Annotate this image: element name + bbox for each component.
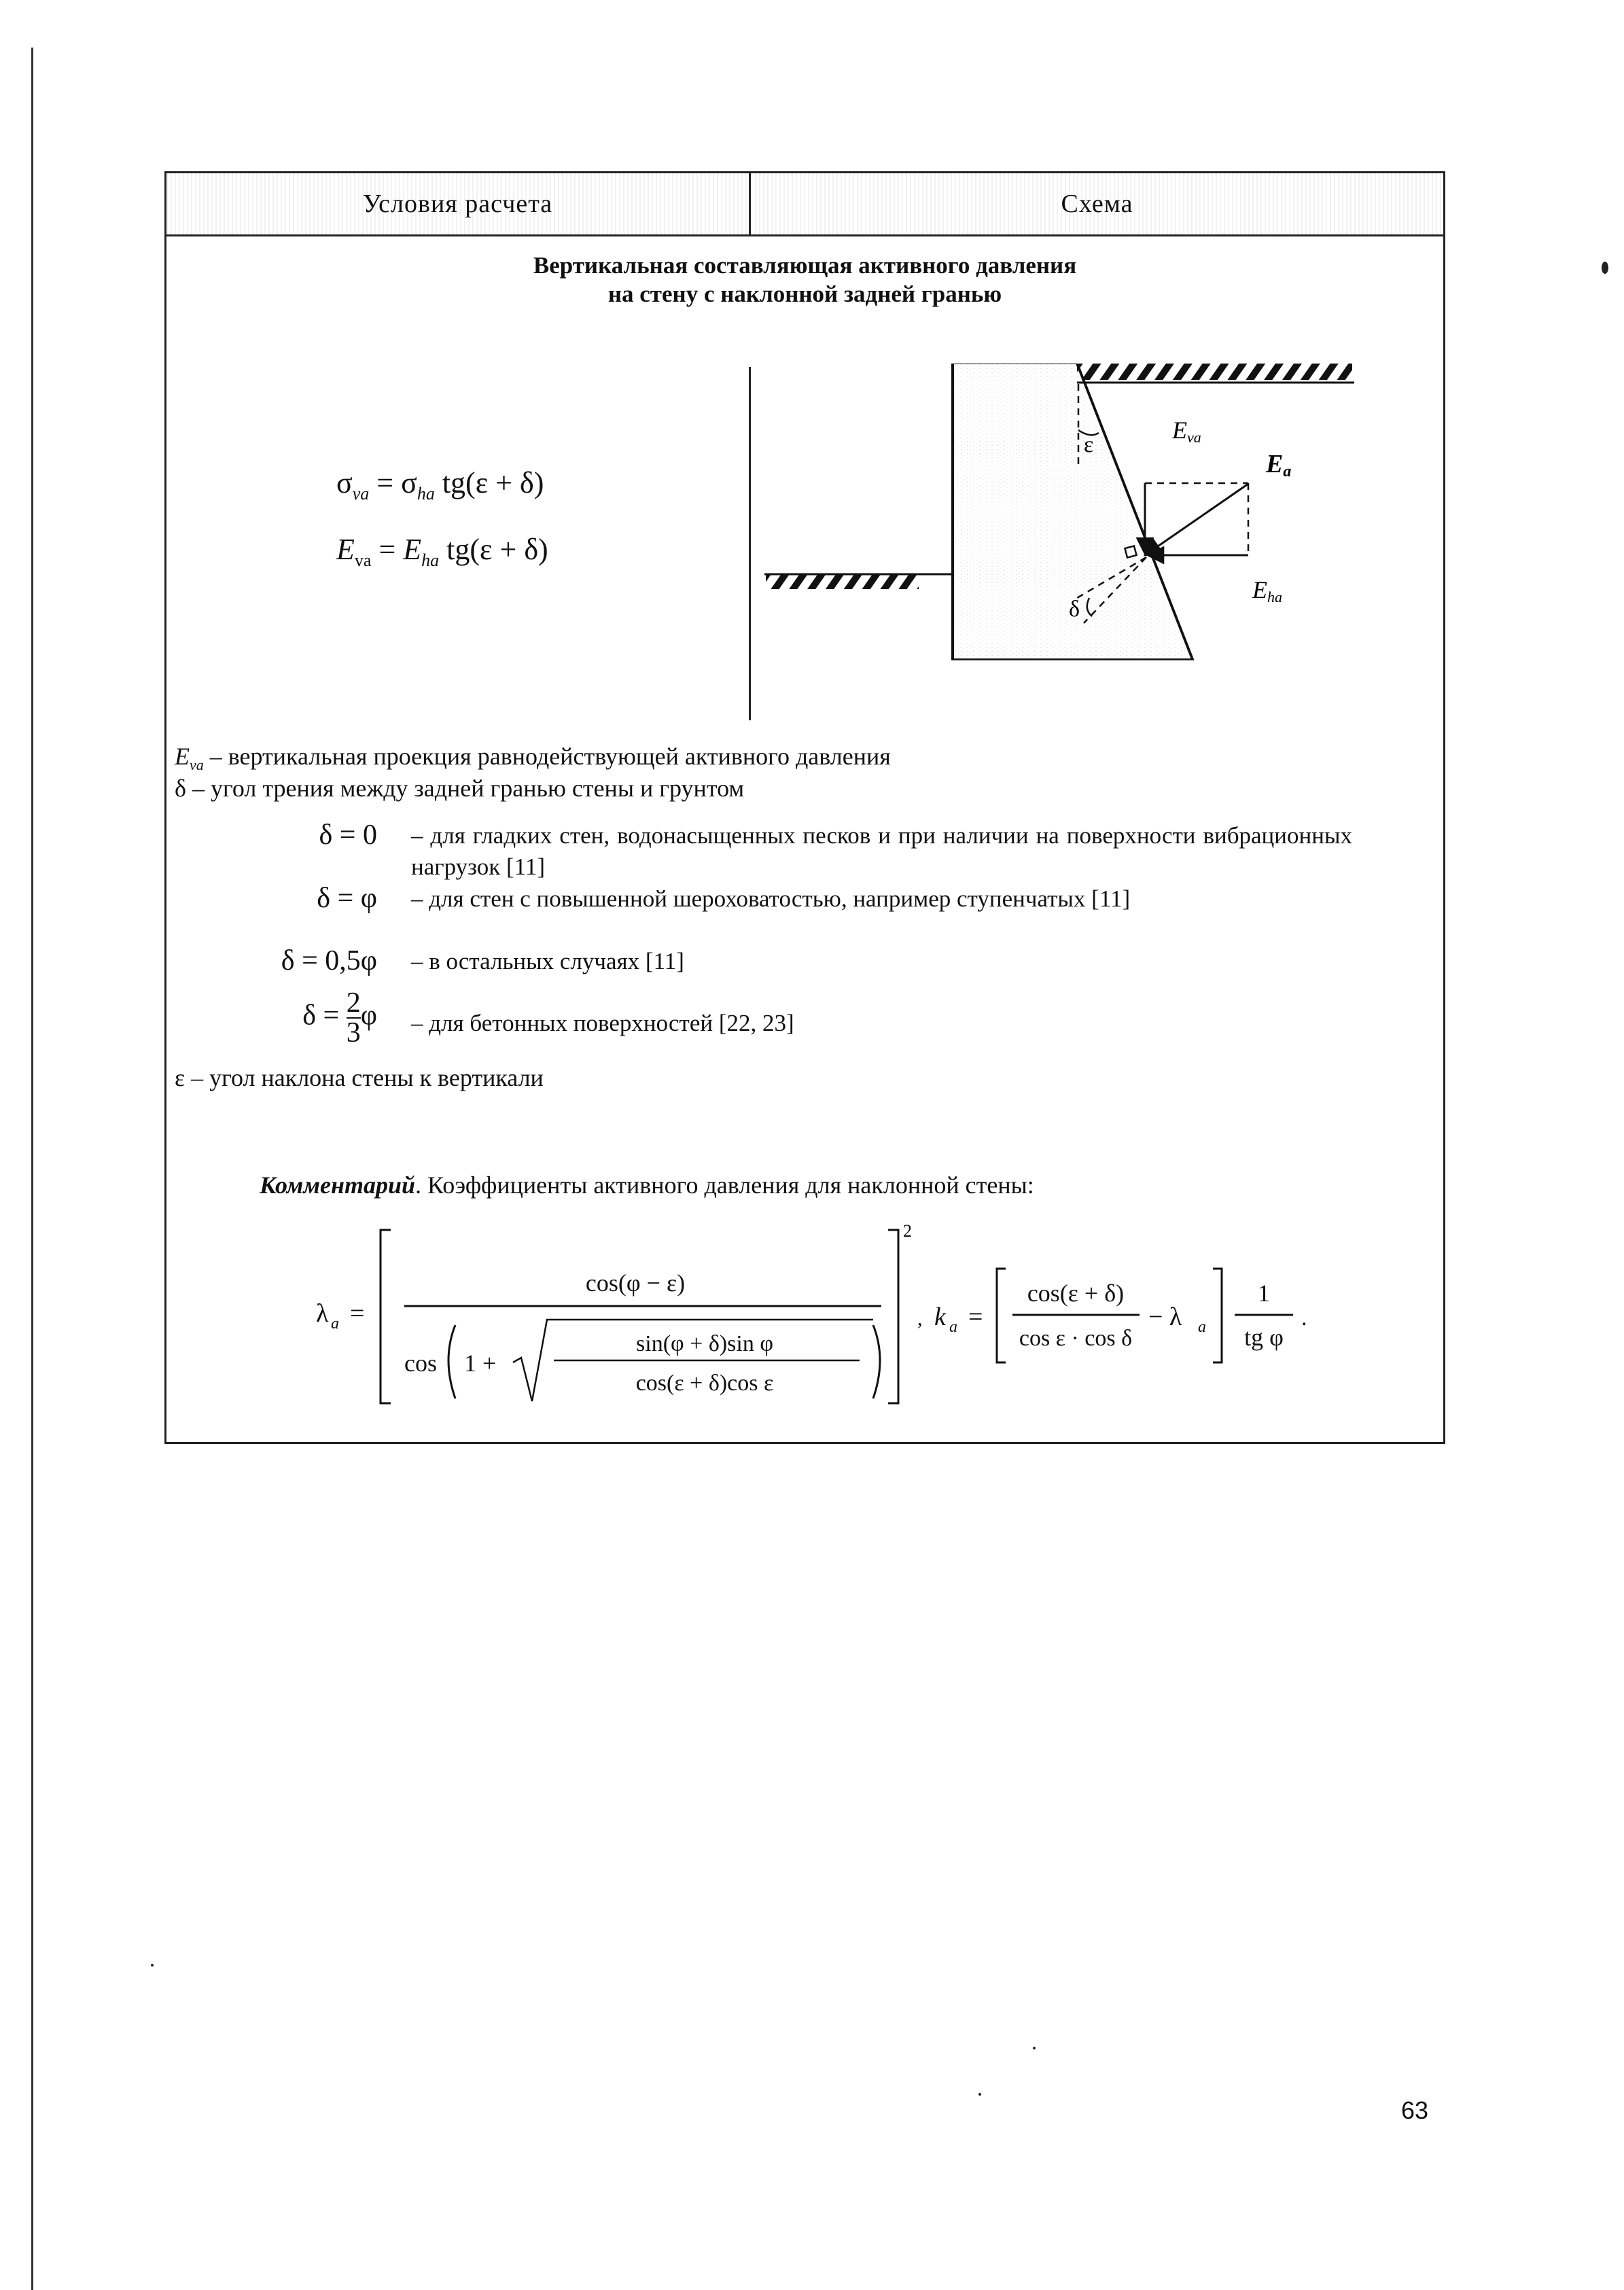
case1-lhs: δ = 0 — [319, 820, 377, 851]
label-epsilon: ε — [1084, 432, 1094, 457]
lambda-den-cos: cos — [404, 1350, 437, 1377]
lambda-left-paren — [448, 1325, 455, 1398]
k-tail-numerator: 1 — [1258, 1280, 1270, 1307]
lambda-symbol: λ — [316, 1299, 329, 1328]
k-frac-denominator: cos ε · cos δ — [1019, 1326, 1133, 1351]
case4-fraction — [347, 989, 361, 1047]
delta-definition: δ – угол трения между задней гранью стены и грунтом — [175, 775, 745, 802]
k-period: . — [1301, 1305, 1307, 1331]
section-title-line1: Вертикальная составляющая активного давления — [533, 252, 1077, 279]
sigma-eq: = — [376, 466, 394, 499]
scan-speck — [1602, 262, 1608, 274]
sigma-lhs-sub: va — [352, 483, 370, 504]
lambda-formula — [302, 1216, 941, 1413]
k-symbol: k — [934, 1303, 946, 1331]
case1-rhs: – для гладких стен, водонасыщенных песков и при наличии на поверхности вибрационных нагрузок [11] — [411, 822, 1352, 880]
Eva-sub: va — [190, 756, 204, 774]
force-lhs: E — [336, 533, 355, 566]
lambda-inner-denominator: cos(ε + δ)cos ε — [635, 1371, 774, 1396]
sigma-lhs: σ — [336, 466, 353, 499]
sigma-tail: tg(ε + δ) — [442, 466, 544, 499]
svg-text:=: = — [350, 1299, 365, 1328]
header-scheme: Схема — [751, 173, 1443, 234]
force-eq: = — [378, 533, 396, 566]
force-tail: tg(ε + δ) — [446, 533, 548, 566]
comment-label: Комментарий — [260, 1172, 416, 1199]
case4-lhs — [268, 989, 377, 1047]
force-lhs-sub: va — [354, 550, 372, 570]
lambda-left-bracket — [381, 1230, 391, 1403]
k-formula — [921, 1261, 1396, 1383]
lambda-comma: , — [917, 1307, 923, 1330]
sigma-rhs-sub: ha — [417, 483, 435, 504]
column-divider — [749, 367, 751, 720]
force-rhs-sub: ha — [421, 550, 440, 570]
epsilon-definition: ε – угол наклона стены к вертикали — [175, 1064, 544, 1091]
sigma-rhs: σ — [401, 466, 417, 499]
k-minus-lambda: − λ — [1148, 1303, 1182, 1331]
lambda-sub: a — [331, 1315, 339, 1333]
case4-den: 3 — [346, 1017, 361, 1049]
sigma-formula — [336, 465, 544, 504]
retaining-wall-diagram — [764, 364, 1444, 703]
case2-rhs: – для стен с повышенной шероховатостью, например ступенчатых [11] — [411, 885, 1131, 912]
lambda-right-paren — [873, 1325, 880, 1398]
comment-line — [260, 1171, 1034, 1199]
force-formula — [336, 532, 548, 571]
case2-lhs: δ = φ — [317, 883, 377, 914]
calculation-table — [164, 171, 1445, 1444]
page-number: 63 — [1401, 2096, 1429, 2124]
lambda-numerator: cos(φ − ε) — [585, 1269, 686, 1297]
scan-speck — [151, 1964, 154, 1967]
section-title-line2: на стену с наклонной задней гранью — [607, 281, 1002, 307]
Ea-arrow — [1145, 484, 1248, 555]
k-right-bracket — [1213, 1269, 1222, 1362]
k-lambda-sub: a — [1198, 1318, 1206, 1336]
lambda-inner-numerator: sin(φ + δ)sin φ — [636, 1331, 773, 1356]
page-binding-line — [31, 48, 33, 2290]
case4-num: 2 — [346, 987, 361, 1019]
table-header — [166, 173, 1443, 236]
k-frac-numerator: cos(ε + δ) — [1027, 1280, 1125, 1307]
top-ground-hatch — [1077, 364, 1352, 380]
label-Eha: Eha — [1252, 576, 1282, 605]
case3-lhs: δ = 0,5φ — [281, 945, 377, 976]
case4-rhs: – для бетонных поверхностей [22, 23] — [411, 1010, 794, 1036]
Eva-symbol: E — [175, 743, 190, 770]
label-delta: δ — [1069, 597, 1080, 622]
label-Eva: Eva — [1172, 417, 1201, 446]
lambda-power: 2 — [903, 1221, 912, 1241]
header-conditions: Условия расчета — [166, 173, 751, 234]
Eva-text: – вертикальная проекция равнодействующей активного давления — [203, 743, 891, 770]
lambda-den-one: 1 + — [464, 1350, 497, 1377]
force-rhs: E — [403, 533, 422, 566]
case4-suffix: φ — [360, 1000, 377, 1032]
left-ground-hatch — [766, 574, 919, 589]
k-sub: a — [949, 1318, 957, 1336]
label-Ea: Ea — [1266, 450, 1292, 480]
comment-text: . Коэффициенты активного давления для наклонной стены: — [415, 1172, 1034, 1199]
k-left-bracket — [997, 1269, 1006, 1362]
case4-prefix: δ = — [302, 1000, 340, 1032]
case3-rhs: – в остальных случаях [11] — [411, 948, 684, 974]
scan-speck — [978, 2093, 981, 2096]
section-title — [166, 251, 1443, 309]
svg-text:=: = — [968, 1303, 983, 1331]
Eva-definition — [175, 742, 891, 774]
lambda-right-bracket — [888, 1230, 898, 1403]
scan-speck — [1033, 2047, 1036, 2049]
k-tail-denominator: tg φ — [1244, 1324, 1284, 1351]
